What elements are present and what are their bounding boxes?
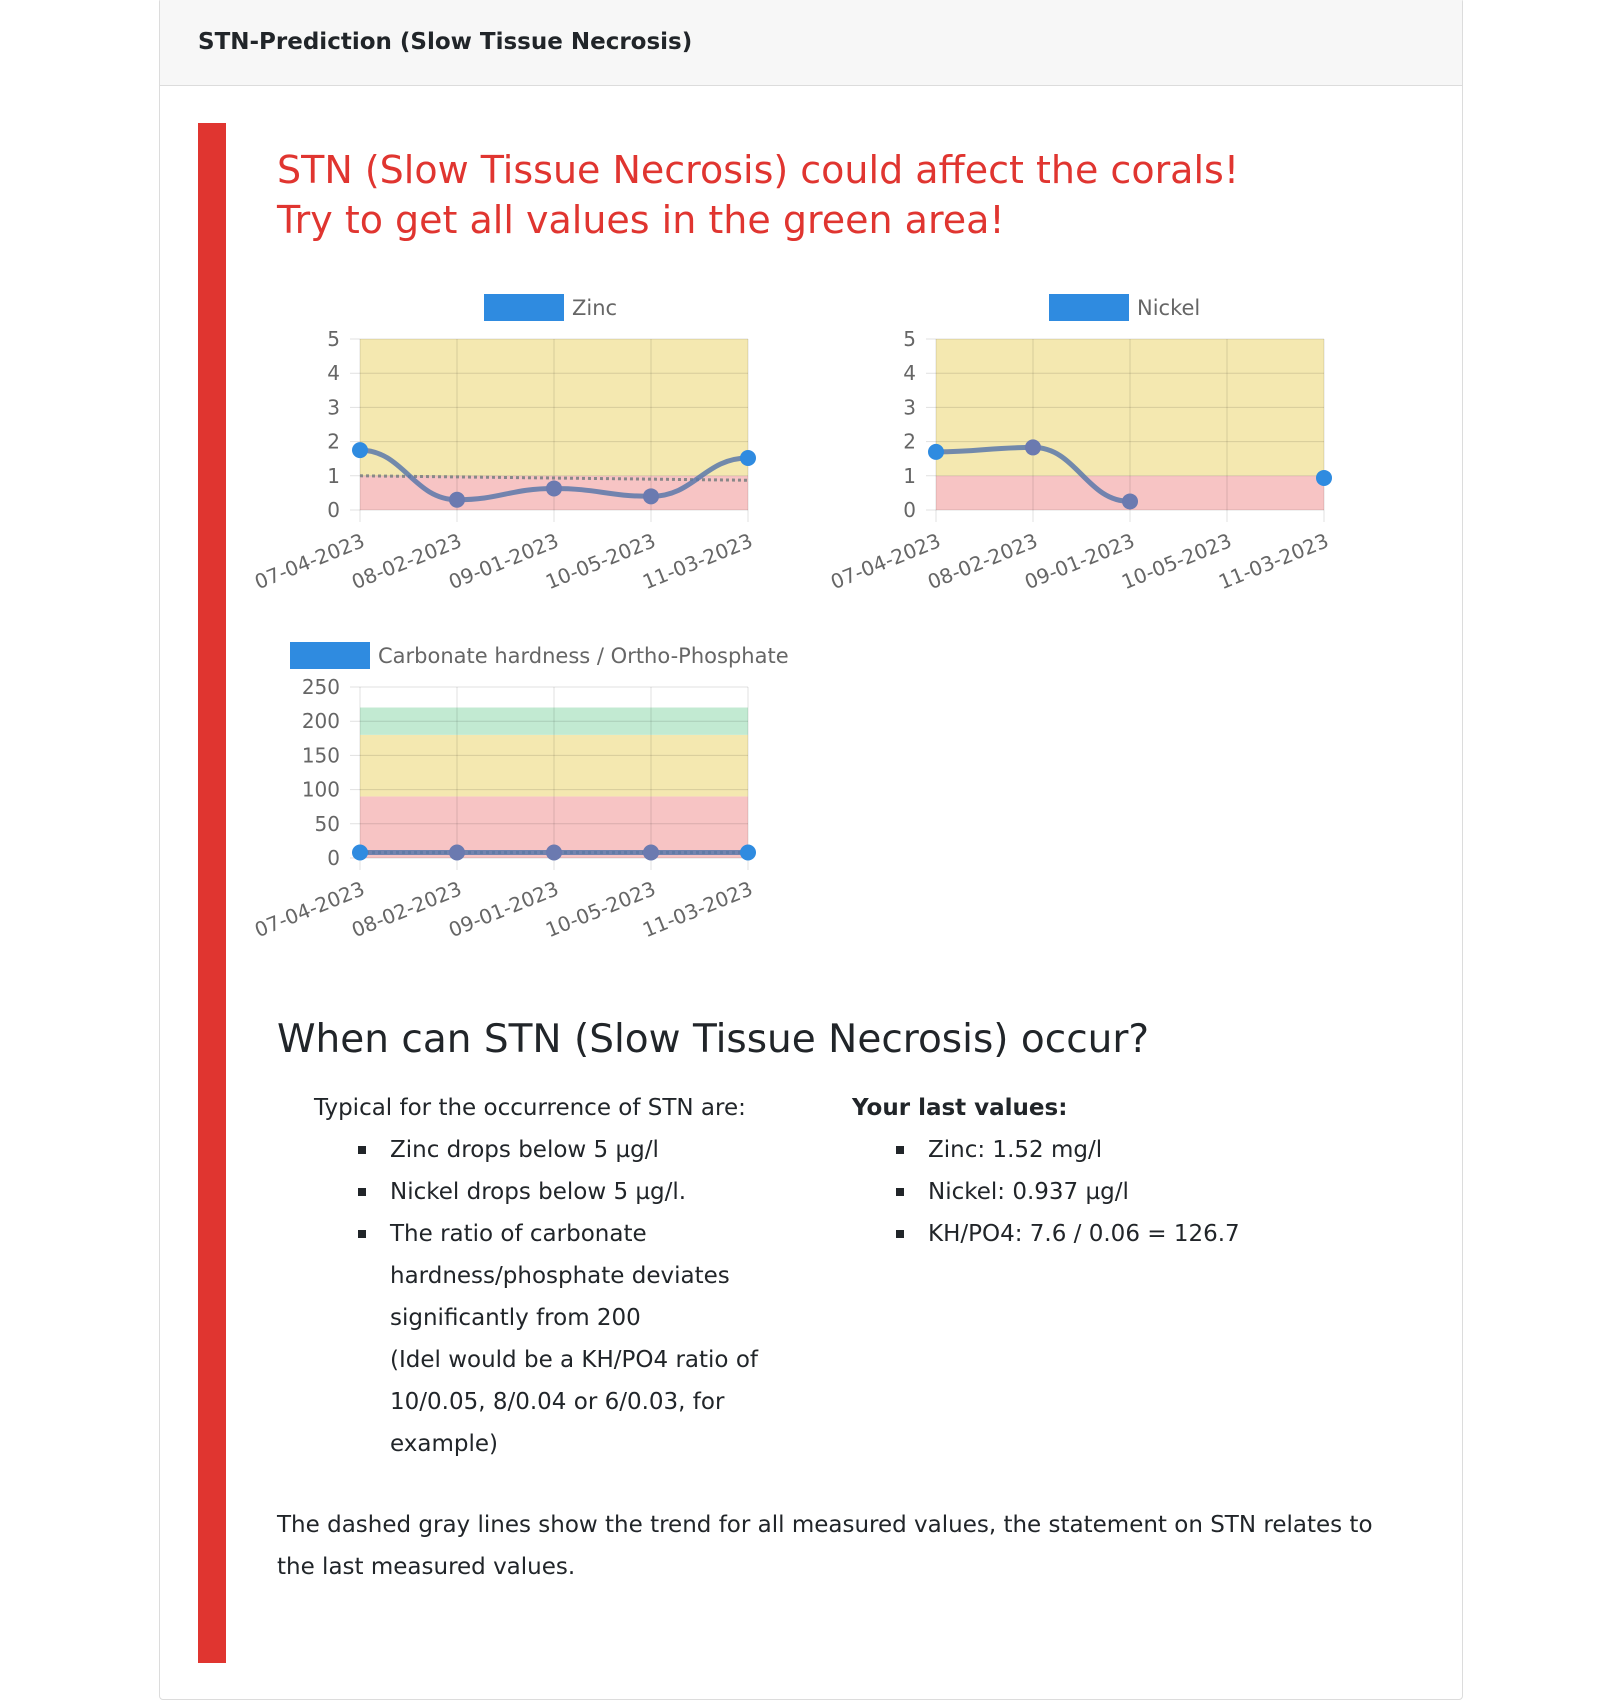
x-tick-label: 07-04-2023 [827, 528, 944, 595]
alert-line-2: Try to get all values in the green area! [277, 198, 1005, 242]
chart-legend [484, 294, 617, 321]
y-tick-label: 200 [301, 709, 340, 734]
x-tick-label: 11-03-2023 [639, 876, 756, 943]
x-tick-label: 10-05-2023 [542, 876, 659, 943]
x-tick-label: 09-01-2023 [445, 876, 562, 943]
y-tick-label: 4 [327, 361, 340, 386]
x-tick-label: 11-03-2023 [639, 528, 756, 595]
x-tick-label: 10-05-2023 [542, 528, 659, 595]
x-tick-label: 07-04-2023 [251, 876, 368, 943]
list-item: Zinc drops below 5 µg/l [390, 1129, 810, 1171]
y-tick-label: 5 [327, 327, 340, 351]
last-values-list [928, 1129, 1428, 1255]
data-point [1025, 439, 1041, 455]
x-tick-label: 10-05-2023 [1118, 528, 1235, 595]
zinc-chart [251, 289, 780, 609]
y-tick-label: 5 [903, 327, 916, 351]
square-bullet-icon [896, 1230, 904, 1238]
chart-legend [1049, 294, 1200, 321]
nickel-chart [827, 289, 1356, 609]
data-point [740, 845, 756, 861]
data-point [449, 845, 465, 861]
ideal-ratio-note: (Idel would be a KH/PO4 ratio of 10/0.05, 8/0.04 or 6/0.03, for example) [390, 1347, 758, 1457]
data-point [449, 492, 465, 508]
card-header [160, 0, 1462, 86]
info-title: When can STN (Slow Tissue Necrosis) occur? [277, 1017, 1150, 1062]
stn-card [159, 0, 1463, 1700]
y-tick-label: 0 [327, 846, 340, 870]
square-bullet-icon [896, 1146, 904, 1154]
chart-legend [290, 642, 789, 669]
x-tick-label: 08-02-2023 [348, 528, 465, 595]
list-item: Nickel drops below 5 µg/l. [390, 1171, 810, 1213]
alert-line-1: STN (Slow Tissue Necrosis) could affect the corals! [277, 148, 1240, 192]
data-point [643, 488, 659, 504]
alert-bar [198, 123, 226, 1663]
y-tick-label: 250 [301, 675, 340, 699]
y-tick-label: 150 [301, 743, 340, 768]
y-tick-label: 3 [327, 395, 340, 420]
data-point [1316, 470, 1332, 486]
y-tick-label: 1 [903, 463, 916, 488]
y-tick-label: 50 [314, 811, 340, 836]
data-point [643, 845, 659, 861]
x-tick-label: 11-03-2023 [1215, 528, 1332, 595]
square-bullet-icon [358, 1188, 366, 1196]
legend-swatch [290, 642, 370, 669]
legend-label: Carbonate hardness / Ortho-Phosphate [378, 644, 789, 668]
x-tick-label: 08-02-2023 [924, 528, 1041, 595]
data-point [740, 450, 756, 466]
x-tick-label: 07-04-2023 [251, 528, 368, 595]
square-bullet-icon [358, 1146, 366, 1154]
legend-swatch [484, 294, 564, 321]
legend-label: Nickel [1137, 296, 1201, 320]
square-bullet-icon [358, 1230, 366, 1238]
data-point [546, 480, 562, 496]
alert-heading [277, 145, 1239, 245]
list-item: Zinc: 1.52 mg/l [928, 1129, 1428, 1171]
x-tick-label: 09-01-2023 [445, 528, 562, 595]
y-tick-label: 0 [327, 498, 340, 522]
data-point [352, 845, 368, 861]
data-point [1122, 493, 1138, 509]
x-tick-label: 08-02-2023 [348, 876, 465, 943]
square-bullet-icon [896, 1188, 904, 1196]
list-item: Nickel: 0.937 µg/l [928, 1171, 1428, 1213]
card-title: STN-Prediction (Slow Tissue Necrosis) [198, 29, 693, 55]
x-tick-label: 09-01-2023 [1021, 528, 1138, 595]
data-point [546, 845, 562, 861]
last-values-heading: Your last values: [852, 1095, 1068, 1121]
list-item: The ratio of carbonate hardness/phosphate deviates significantly from 200 (Idel would be a KH/PO4 ratio of 10/0.05, 8/0.04 or 6/0.03, for example) [390, 1213, 810, 1465]
data-point [352, 442, 368, 458]
trend-footnote: The dashed gray lines show the trend for all measured values, the statement on STN relates to the last measured values. [277, 1512, 1373, 1580]
data-point [928, 444, 944, 460]
y-tick-label: 4 [903, 361, 916, 386]
y-tick-label: 2 [327, 429, 340, 454]
legend-label: Zinc [572, 296, 618, 320]
legend-swatch [1049, 294, 1129, 321]
kh-po4-chart [251, 637, 789, 957]
typical-list [390, 1129, 810, 1465]
list-item: KH/PO4: 7.6 / 0.06 = 126.7 [928, 1213, 1428, 1255]
y-tick-label: 0 [903, 498, 916, 522]
y-tick-label: 3 [903, 395, 916, 420]
y-tick-label: 100 [301, 777, 340, 802]
y-tick-label: 2 [903, 429, 916, 454]
typical-intro: Typical for the occurrence of STN are: [314, 1095, 746, 1121]
y-tick-label: 1 [327, 463, 340, 488]
